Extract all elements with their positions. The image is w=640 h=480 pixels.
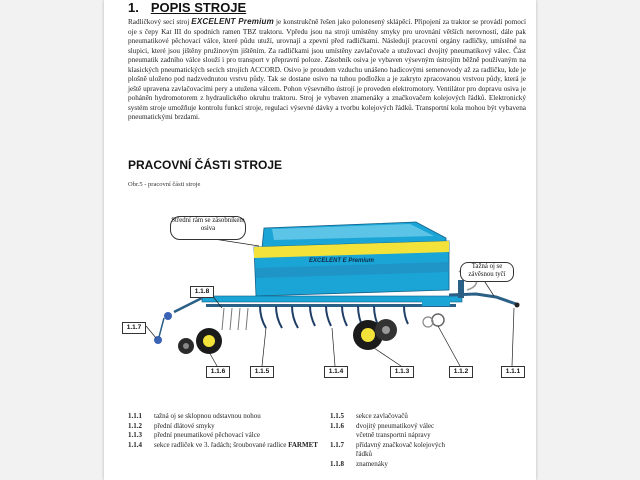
- label-1-1-8: 1.1.8: [190, 286, 214, 298]
- marker-arm: [174, 298, 202, 312]
- harrow-tines: [222, 308, 248, 330]
- track-marker-arm: [159, 318, 164, 337]
- section-number: 1.: [128, 0, 139, 15]
- front-disk-2: [423, 317, 433, 327]
- main-wheel-2-hub: [382, 326, 390, 334]
- parts-heading: PRACOVNÍ ČÁSTI STROJE: [128, 158, 283, 172]
- figure-caption: Obr.5 - pracovní části stroje: [128, 181, 201, 188]
- label-1-1-4: 1.1.4: [324, 366, 348, 378]
- legend-row: 1.1.7 přídavný značkovač kolejových řádků: [330, 440, 446, 459]
- section-title: POPIS STROJE: [150, 0, 247, 15]
- machine-illustration: [104, 0, 536, 480]
- label-1-1-6: 1.1.6: [206, 366, 230, 378]
- legend-right: [330, 412, 446, 470]
- legend-row: 1.1.4 sekce radliček ve 3. řadách; šroubované radlice FARMET: [128, 440, 318, 449]
- legend-left: [128, 412, 324, 450]
- legend-row: 1.1.1 tažná oj se sklopnou odstavnou nohou: [128, 412, 261, 420]
- brand-name: EXCELENT Premium: [191, 17, 274, 26]
- hopper-brand-label: EXCELENT E Premium: [309, 258, 375, 264]
- marker-disk: [164, 312, 172, 320]
- hitch-callout: Tažná oj se závěsnou tyčí: [460, 262, 514, 282]
- label-1-1-3: 1.1.3: [390, 366, 414, 378]
- label-1-1-2: 1.1.2: [449, 366, 473, 378]
- hitch-pin: [515, 303, 520, 308]
- legend-row: 1.1.8 znamenáky: [330, 459, 388, 468]
- legend-row: 1.1.5 sekce zavlačovačů: [330, 412, 408, 420]
- frame-callout: Střední rám se zásobníkem osiva: [170, 216, 246, 240]
- frame-rail: [206, 304, 456, 307]
- intro-text: je konstrukčně řešen jako polonesený sklápěcí. Připojení za traktor se provádí pomocí oje s čepy Kat III do spodních ramen TBZ traktoru. Vpředu jsou na stroji umístěny smyky pro urovnání větších nerovností, dále pak pneumatikové pěchovací válce, které půdu utuží, urovnají a zpevní před radličkami. Následují pracovní orgány radličky, umístěné na slupici, které jsou jištěny pružinovým jištěním. Za radličkami jsou umístěny zavlačovače a utužovací dvojitý pneumatikový válec. Část pneumatik zadního válce slouží i pro transport v přepravní poloze. Zásobník osiva je vybaven výsevným ústrojím běžně používaným na klasických pneumatických secích strojích ACCORD. Osivo je proudem vzduchu unášeno hadicovými semenovody až za radličku, kde je plošně uloženo pod nadzvednutou vrstvu půdy. Tak se dostane osivo na tuhou podložku a je zakryto zpracovanou vrstvou půdy, která je ještě upravena zavlačovacími pery a utužena válcem. Pohon výsevného ústrojí je proveden elektromotory. Ventilátor pro dopravu osiva je poháněn hydromotorem z hydraulického okruhu traktoru. Stroj je vybaven znamenáky a značkovačem kolejových řádků. Elektronický systém stroje umožňuje kontrolu funkcí stroje, regulaci výsevné dávky a tvorbu kolejových řádků. Transportní kola mohou být vybavena pneumatickými brzdami.: [128, 18, 527, 121]
- legend-row: 1.1.2 přední dlátové smyky: [128, 421, 215, 430]
- main-wheel-hub: [361, 328, 375, 342]
- legend-row: 1.1.6 dvojitý pneumatikový válec včetně transportní nápravy: [330, 421, 435, 440]
- front-disk: [432, 314, 444, 326]
- document-page: [104, 0, 536, 480]
- rear-small-hub: [183, 343, 189, 349]
- front-beam: [422, 300, 450, 306]
- label-1-1-5: 1.1.5: [250, 366, 274, 378]
- intro-lead: Radličkový secí stroj: [128, 18, 190, 26]
- label-1-1-1: 1.1.1: [501, 366, 525, 378]
- rear-wheel-hub: [203, 335, 215, 347]
- legend-row: 1.1.3 přední pneumatikové pěchovací válce: [128, 431, 260, 440]
- drawbar-post: [458, 280, 464, 298]
- label-1-1-7: 1.1.7: [122, 322, 146, 334]
